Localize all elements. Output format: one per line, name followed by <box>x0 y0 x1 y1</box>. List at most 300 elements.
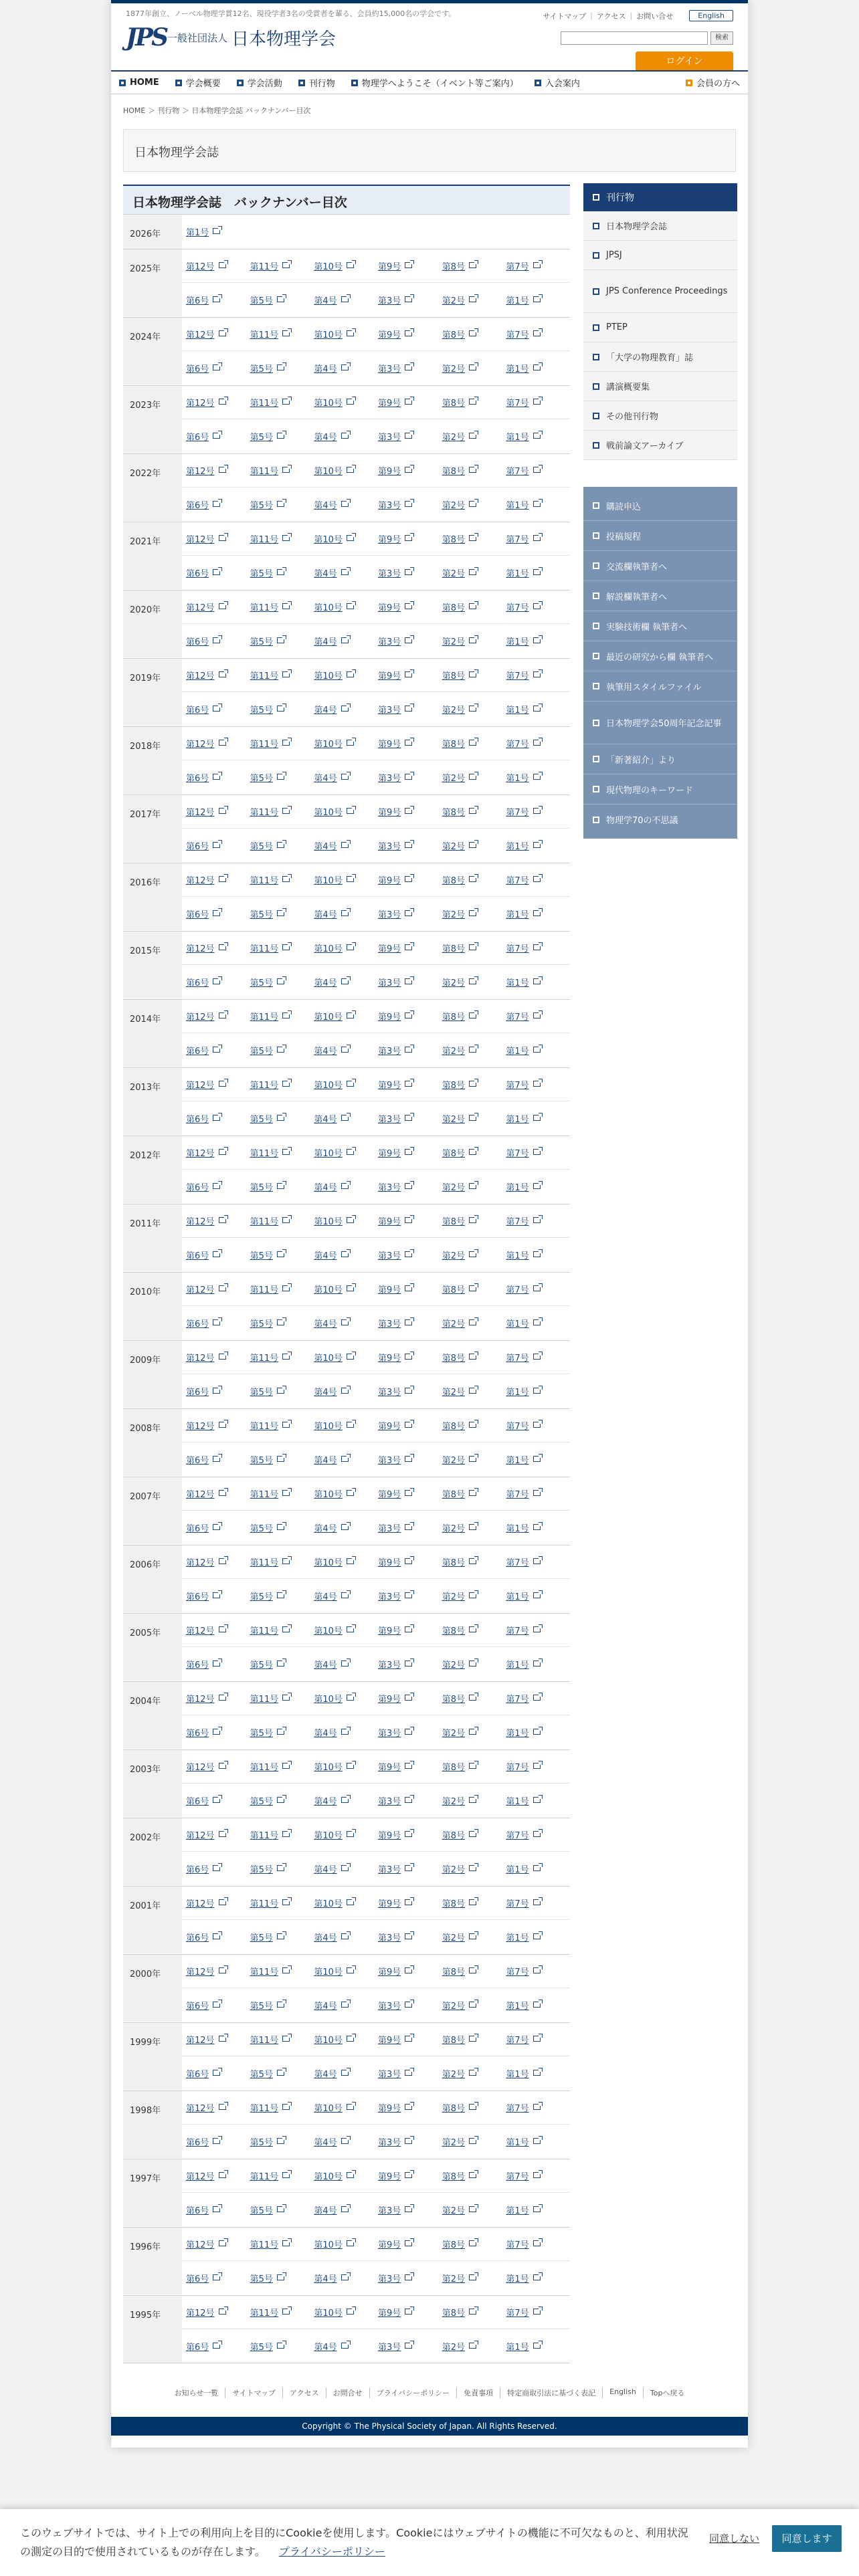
issue-link[interactable] <box>250 294 314 306</box>
issue-link[interactable] <box>186 1078 250 1091</box>
issue-link[interactable] <box>314 2135 378 2148</box>
issue-link[interactable] <box>186 1044 250 1057</box>
issue-link[interactable] <box>314 2067 378 2080</box>
issue-link[interactable] <box>250 1351 314 1364</box>
issue-link[interactable] <box>378 1180 442 1193</box>
issue-link[interactable] <box>442 1521 506 1534</box>
issue-link[interactable] <box>442 2033 506 2046</box>
issue-link[interactable] <box>442 1726 506 1739</box>
issue-link[interactable] <box>186 1794 250 1807</box>
issue-link[interactable] <box>506 907 570 920</box>
issue-link[interactable] <box>378 907 442 920</box>
issue-link[interactable] <box>378 2306 442 2319</box>
gnav-welcome[interactable]: 物理学へようこそ（イベント等ご案内） <box>351 76 518 89</box>
issue-link[interactable] <box>442 2204 506 2216</box>
issue-link[interactable] <box>378 532 442 545</box>
issue-link[interactable] <box>186 225 253 238</box>
issue-link[interactable] <box>250 2033 314 2046</box>
issue-link[interactable] <box>250 2306 314 2319</box>
issue-link[interactable] <box>506 1010 570 1023</box>
login-button[interactable]: ログイン <box>636 51 733 72</box>
issue-link[interactable] <box>442 1419 506 1432</box>
issue-link[interactable] <box>442 839 506 852</box>
issue-link[interactable] <box>186 1453 250 1466</box>
issue-link[interactable] <box>314 294 378 306</box>
issue-link[interactable] <box>506 1078 570 1091</box>
issue-link[interactable] <box>506 1897 570 1909</box>
issue-link[interactable] <box>442 1283 506 1295</box>
issue-link[interactable] <box>506 1419 570 1432</box>
issue-link[interactable] <box>186 259 250 272</box>
issue-link[interactable] <box>314 498 378 511</box>
issue-link[interactable] <box>186 1760 250 1773</box>
issue-link[interactable] <box>378 294 442 306</box>
issue-link[interactable] <box>442 294 506 306</box>
issue-link[interactable] <box>314 1658 378 1671</box>
site-logo[interactable] <box>126 23 336 51</box>
issue-link[interactable] <box>378 1862 442 1875</box>
issue-link[interactable] <box>186 1010 250 1023</box>
issue-link[interactable] <box>186 294 250 306</box>
issue-link[interactable] <box>314 396 378 409</box>
issue-link[interactable] <box>506 1487 570 1500</box>
issue-link[interactable] <box>378 2101 442 2114</box>
issue-link[interactable] <box>506 1965 570 1977</box>
issue-link[interactable] <box>442 1214 506 1227</box>
privacy-policy-link[interactable]: プライバシーポリシー <box>278 2545 385 2558</box>
issue-link[interactable] <box>442 1249 506 1261</box>
issue-link[interactable] <box>506 1760 570 1773</box>
issue-link[interactable] <box>250 328 314 340</box>
issue-link[interactable] <box>186 498 250 511</box>
issue-link[interactable] <box>250 805 314 818</box>
issue-link[interactable] <box>442 1351 506 1364</box>
issue-link[interactable] <box>250 601 314 613</box>
issue-link[interactable] <box>378 1351 442 1364</box>
issue-link[interactable] <box>186 907 250 920</box>
issue-link[interactable] <box>186 1283 250 1295</box>
issue-link[interactable] <box>442 2135 506 2148</box>
issue-link[interactable] <box>506 1180 570 1193</box>
issue-link[interactable] <box>250 1965 314 1977</box>
issue-link[interactable] <box>442 2101 506 2114</box>
issue-link[interactable] <box>506 2272 570 2284</box>
issue-link[interactable] <box>378 1726 442 1739</box>
issue-link[interactable] <box>378 2067 442 2080</box>
footer-link[interactable]: プライバシーポリシー <box>370 2387 457 2398</box>
issue-link[interactable] <box>442 873 506 886</box>
gnav-join[interactable]: 入会案内 <box>535 76 580 89</box>
issue-link[interactable] <box>186 2033 250 2046</box>
issue-link[interactable] <box>186 1521 250 1534</box>
issue-link[interactable] <box>442 703 506 716</box>
issue-link[interactable] <box>186 1385 250 1398</box>
issue-link[interactable] <box>442 328 506 340</box>
issue-link[interactable] <box>442 532 506 545</box>
issue-link[interactable] <box>314 1692 378 1705</box>
side-link[interactable]: 購読申込 <box>583 491 737 521</box>
issue-link[interactable] <box>506 669 570 681</box>
issue-link[interactable] <box>314 771 378 784</box>
issue-link[interactable] <box>250 2272 314 2284</box>
issue-link[interactable] <box>378 1931 442 1943</box>
issue-link[interactable] <box>314 1521 378 1534</box>
issue-link[interactable] <box>442 1658 506 1671</box>
issue-link[interactable] <box>378 942 442 954</box>
issue-link[interactable] <box>378 1317 442 1329</box>
issue-link[interactable] <box>506 1351 570 1364</box>
issue-link[interactable] <box>378 2340 442 2353</box>
issue-link[interactable] <box>378 1283 442 1295</box>
issue-link[interactable] <box>250 1078 314 1091</box>
issue-link[interactable] <box>314 1897 378 1909</box>
issue-link[interactable] <box>378 2135 442 2148</box>
issue-link[interactable] <box>442 1555 506 1568</box>
side-link[interactable]: 日本物理学会50周年記念記事 <box>583 702 737 744</box>
issue-link[interactable] <box>378 1965 442 1977</box>
issue-link[interactable] <box>442 1146 506 1159</box>
issue-link[interactable] <box>506 566 570 579</box>
issue-link[interactable] <box>186 1180 250 1193</box>
issue-link[interactable] <box>442 1317 506 1329</box>
issue-link[interactable] <box>314 2033 378 2046</box>
issue-link[interactable] <box>250 1453 314 1466</box>
issue-link[interactable] <box>506 2033 570 2046</box>
issue-link[interactable] <box>186 703 250 716</box>
issue-link[interactable] <box>378 566 442 579</box>
footer-link[interactable]: お問合せ <box>326 2387 370 2398</box>
issue-link[interactable] <box>506 1555 570 1568</box>
issue-link[interactable] <box>314 601 378 613</box>
issue-link[interactable] <box>314 1010 378 1023</box>
issue-link[interactable] <box>442 1862 506 1875</box>
issue-link[interactable] <box>506 294 570 306</box>
issue-link[interactable] <box>186 737 250 750</box>
issue-link[interactable] <box>250 1590 314 1602</box>
issue-link[interactable] <box>378 430 442 443</box>
issue-link[interactable] <box>442 1180 506 1193</box>
issue-link[interactable] <box>506 1112 570 1125</box>
issue-link[interactable] <box>186 1214 250 1227</box>
util-access[interactable]: アクセス <box>596 11 626 21</box>
issue-link[interactable] <box>378 703 442 716</box>
issue-link[interactable] <box>442 1385 506 1398</box>
issue-link[interactable] <box>378 1999 442 2012</box>
issue-link[interactable] <box>378 1828 442 1841</box>
issue-link[interactable] <box>442 2238 506 2250</box>
issue-link[interactable] <box>186 1965 250 1977</box>
issue-link[interactable] <box>186 1726 250 1739</box>
issue-link[interactable] <box>186 873 250 886</box>
issue-link[interactable] <box>506 942 570 954</box>
util-contact[interactable]: お問い合せ <box>636 11 674 21</box>
issue-link[interactable] <box>186 976 250 988</box>
issue-link[interactable] <box>506 1794 570 1807</box>
issue-link[interactable] <box>186 942 250 954</box>
issue-link[interactable] <box>250 1760 314 1773</box>
issue-link[interactable] <box>506 2238 570 2250</box>
issue-link[interactable] <box>442 464 506 477</box>
issue-link[interactable] <box>250 2135 314 2148</box>
issue-link[interactable] <box>442 259 506 272</box>
issue-link[interactable] <box>250 259 314 272</box>
issue-link[interactable] <box>442 566 506 579</box>
footer-link[interactable]: English <box>603 2387 644 2398</box>
issue-link[interactable] <box>250 907 314 920</box>
issue-link[interactable] <box>442 1965 506 1977</box>
issue-link[interactable] <box>250 1283 314 1295</box>
issue-link[interactable] <box>442 976 506 988</box>
issue-link[interactable] <box>378 1146 442 1159</box>
issue-link[interactable] <box>314 1112 378 1125</box>
issue-link[interactable] <box>250 566 314 579</box>
issue-link[interactable] <box>314 839 378 852</box>
issue-link[interactable] <box>314 1931 378 1943</box>
issue-link[interactable] <box>314 1419 378 1432</box>
issue-link[interactable] <box>378 1487 442 1500</box>
issue-link[interactable] <box>506 362 570 374</box>
issue-link[interactable] <box>506 1385 570 1398</box>
issue-link[interactable] <box>250 1999 314 2012</box>
side-link[interactable]: 実験技術欄 執筆者へ <box>583 611 737 641</box>
issue-link[interactable] <box>186 362 250 374</box>
side-nav-item[interactable]: JPSJ <box>583 241 737 270</box>
issue-link[interactable] <box>314 2340 378 2353</box>
issue-link[interactable] <box>378 1044 442 1057</box>
issue-link[interactable] <box>186 430 250 443</box>
issue-link[interactable] <box>442 771 506 784</box>
issue-link[interactable] <box>378 2238 442 2250</box>
issue-link[interactable] <box>506 1658 570 1671</box>
side-nav-head[interactable]: 刊行物 <box>583 183 737 211</box>
issue-link[interactable] <box>314 1555 378 1568</box>
issue-link[interactable] <box>314 2204 378 2216</box>
issue-link[interactable] <box>314 1760 378 1773</box>
footer-link[interactable]: アクセス <box>283 2387 326 2398</box>
issue-link[interactable] <box>506 1317 570 1329</box>
search-input[interactable] <box>561 31 708 45</box>
issue-link[interactable] <box>314 976 378 988</box>
search-button[interactable]: 検索 <box>710 31 733 45</box>
issue-link[interactable] <box>250 1487 314 1500</box>
issue-link[interactable] <box>250 771 314 784</box>
side-nav-item[interactable]: 「大学の物理教育」誌 <box>583 342 737 372</box>
issue-link[interactable] <box>186 2340 250 2353</box>
issue-link[interactable] <box>186 1862 250 1875</box>
issue-link[interactable] <box>250 1692 314 1705</box>
issue-link[interactable] <box>442 2067 506 2080</box>
issue-link[interactable] <box>442 1692 506 1705</box>
issue-link[interactable] <box>442 1010 506 1023</box>
issue-link[interactable] <box>186 2067 250 2080</box>
issue-link[interactable] <box>506 532 570 545</box>
issue-link[interactable] <box>506 464 570 477</box>
side-link[interactable]: 交流欄執筆者へ <box>583 551 737 581</box>
issue-link[interactable] <box>186 771 250 784</box>
issue-link[interactable] <box>506 737 570 750</box>
issue-link[interactable] <box>378 601 442 613</box>
issue-link[interactable] <box>314 1487 378 1500</box>
issue-link[interactable] <box>506 805 570 818</box>
issue-link[interactable] <box>186 1658 250 1671</box>
issue-link[interactable] <box>506 2169 570 2182</box>
issue-link[interactable] <box>250 1214 314 1227</box>
issue-link[interactable] <box>250 2340 314 2353</box>
issue-link[interactable] <box>442 1487 506 1500</box>
issue-link[interactable] <box>314 1726 378 1739</box>
issue-link[interactable] <box>442 396 506 409</box>
issue-link[interactable] <box>186 1590 250 1602</box>
issue-link[interactable] <box>250 873 314 886</box>
cookie-agree-button[interactable]: 同意します <box>772 2525 842 2552</box>
issue-link[interactable] <box>314 1317 378 1329</box>
issue-link[interactable] <box>442 1931 506 1943</box>
issue-link[interactable] <box>186 2272 250 2284</box>
issue-link[interactable] <box>442 1624 506 1636</box>
gnav-activities[interactable]: 学会活動 <box>237 76 282 89</box>
side-nav-item[interactable]: 日本物理学会誌 <box>583 211 737 241</box>
issue-link[interactable] <box>250 1146 314 1159</box>
issue-link[interactable] <box>442 942 506 954</box>
issue-link[interactable] <box>506 839 570 852</box>
issue-link[interactable] <box>314 1078 378 1091</box>
issue-link[interactable] <box>378 737 442 750</box>
issue-link[interactable] <box>250 498 314 511</box>
issue-link[interactable] <box>506 1146 570 1159</box>
issue-link[interactable] <box>250 1862 314 1875</box>
cookie-deny-button[interactable]: 同意しない <box>709 2533 760 2545</box>
issue-link[interactable] <box>314 1965 378 1977</box>
issue-link[interactable] <box>250 1180 314 1193</box>
side-nav-item[interactable]: 講演概要集 <box>583 372 737 401</box>
footer-link[interactable]: 免責事項 <box>457 2387 500 2398</box>
side-link[interactable]: 現代物理のキーワード <box>583 774 737 804</box>
issue-link[interactable] <box>506 2306 570 2319</box>
issue-link[interactable] <box>186 1692 250 1705</box>
issue-link[interactable] <box>378 1453 442 1466</box>
issue-link[interactable] <box>186 2169 250 2182</box>
issue-link[interactable] <box>442 669 506 681</box>
issue-link[interactable] <box>314 737 378 750</box>
issue-link[interactable] <box>442 2340 506 2353</box>
issue-link[interactable] <box>378 1760 442 1773</box>
issue-link[interactable] <box>250 396 314 409</box>
issue-link[interactable] <box>186 1146 250 1159</box>
issue-link[interactable] <box>506 1931 570 1943</box>
side-nav-item[interactable]: その他刊行物 <box>583 401 737 431</box>
issue-link[interactable] <box>378 498 442 511</box>
issue-link[interactable] <box>506 328 570 340</box>
issue-link[interactable] <box>442 498 506 511</box>
issue-link[interactable] <box>378 1521 442 1534</box>
issue-link[interactable] <box>186 839 250 852</box>
issue-link[interactable] <box>314 2169 378 2182</box>
issue-link[interactable] <box>250 1658 314 1671</box>
issue-link[interactable] <box>186 2101 250 2114</box>
issue-link[interactable] <box>250 1931 314 1943</box>
issue-link[interactable] <box>442 430 506 443</box>
issue-link[interactable] <box>250 2204 314 2216</box>
issue-link[interactable] <box>314 1828 378 1841</box>
issue-link[interactable] <box>378 805 442 818</box>
issue-link[interactable] <box>314 873 378 886</box>
issue-link[interactable] <box>186 1317 250 1329</box>
issue-link[interactable] <box>378 1010 442 1023</box>
issue-link[interactable] <box>506 873 570 886</box>
issue-link[interactable] <box>506 601 570 613</box>
issue-link[interactable] <box>186 464 250 477</box>
footer-link[interactable]: 特定商取引法に基づく表記 <box>500 2387 603 2398</box>
issue-link[interactable] <box>314 1351 378 1364</box>
issue-link[interactable] <box>506 635 570 647</box>
issue-link[interactable] <box>186 2306 250 2319</box>
gnav-home[interactable]: HOME <box>119 78 159 88</box>
issue-link[interactable] <box>442 1794 506 1807</box>
side-link[interactable]: 物理学70の不思議 <box>583 804 737 835</box>
issue-link[interactable] <box>250 976 314 988</box>
side-nav-item[interactable]: 戦前論文アーカイブ <box>583 431 737 460</box>
issue-link[interactable] <box>442 1044 506 1057</box>
issue-link[interactable] <box>378 328 442 340</box>
issue-link[interactable] <box>186 396 250 409</box>
issue-link[interactable] <box>314 1590 378 1602</box>
issue-link[interactable] <box>250 532 314 545</box>
issue-link[interactable] <box>506 2340 570 2353</box>
issue-link[interactable] <box>442 1453 506 1466</box>
issue-link[interactable] <box>314 1385 378 1398</box>
issue-link[interactable] <box>442 2169 506 2182</box>
english-button[interactable]: English <box>689 10 733 21</box>
issue-link[interactable] <box>378 1078 442 1091</box>
issue-link[interactable] <box>314 566 378 579</box>
issue-link[interactable] <box>506 1828 570 1841</box>
issue-link[interactable] <box>378 362 442 374</box>
issue-link[interactable] <box>506 1590 570 1602</box>
issue-link[interactable] <box>186 635 250 647</box>
issue-link[interactable] <box>314 2306 378 2319</box>
side-link[interactable]: 「新著紹介」より <box>583 744 737 774</box>
issue-link[interactable] <box>186 1419 250 1432</box>
issue-link[interactable] <box>186 601 250 613</box>
issue-link[interactable] <box>250 1794 314 1807</box>
issue-link[interactable] <box>250 2238 314 2250</box>
issue-link[interactable] <box>314 1044 378 1057</box>
issue-link[interactable] <box>314 2238 378 2250</box>
issue-link[interactable] <box>442 1999 506 2012</box>
issue-link[interactable] <box>186 805 250 818</box>
gnav-publications[interactable]: 刊行物 <box>298 76 335 89</box>
issue-link[interactable] <box>186 1999 250 2012</box>
issue-link[interactable] <box>250 942 314 954</box>
issue-link[interactable] <box>314 1794 378 1807</box>
issue-link[interactable] <box>250 1555 314 1568</box>
issue-link[interactable] <box>314 2101 378 2114</box>
issue-link[interactable] <box>186 532 250 545</box>
issue-link[interactable] <box>506 259 570 272</box>
issue-link[interactable] <box>186 1555 250 1568</box>
issue-link[interactable] <box>186 1624 250 1636</box>
issue-link[interactable] <box>250 1112 314 1125</box>
issue-link[interactable] <box>442 1590 506 1602</box>
issue-link[interactable] <box>378 1658 442 1671</box>
back-to-top-link[interactable]: Topへ戻る <box>650 2389 685 2397</box>
issue-link[interactable] <box>506 976 570 988</box>
issue-link[interactable] <box>314 669 378 681</box>
issue-link[interactable] <box>250 2169 314 2182</box>
issue-link[interactable] <box>442 2272 506 2284</box>
issue-link[interactable] <box>250 464 314 477</box>
issue-link[interactable] <box>506 1726 570 1739</box>
